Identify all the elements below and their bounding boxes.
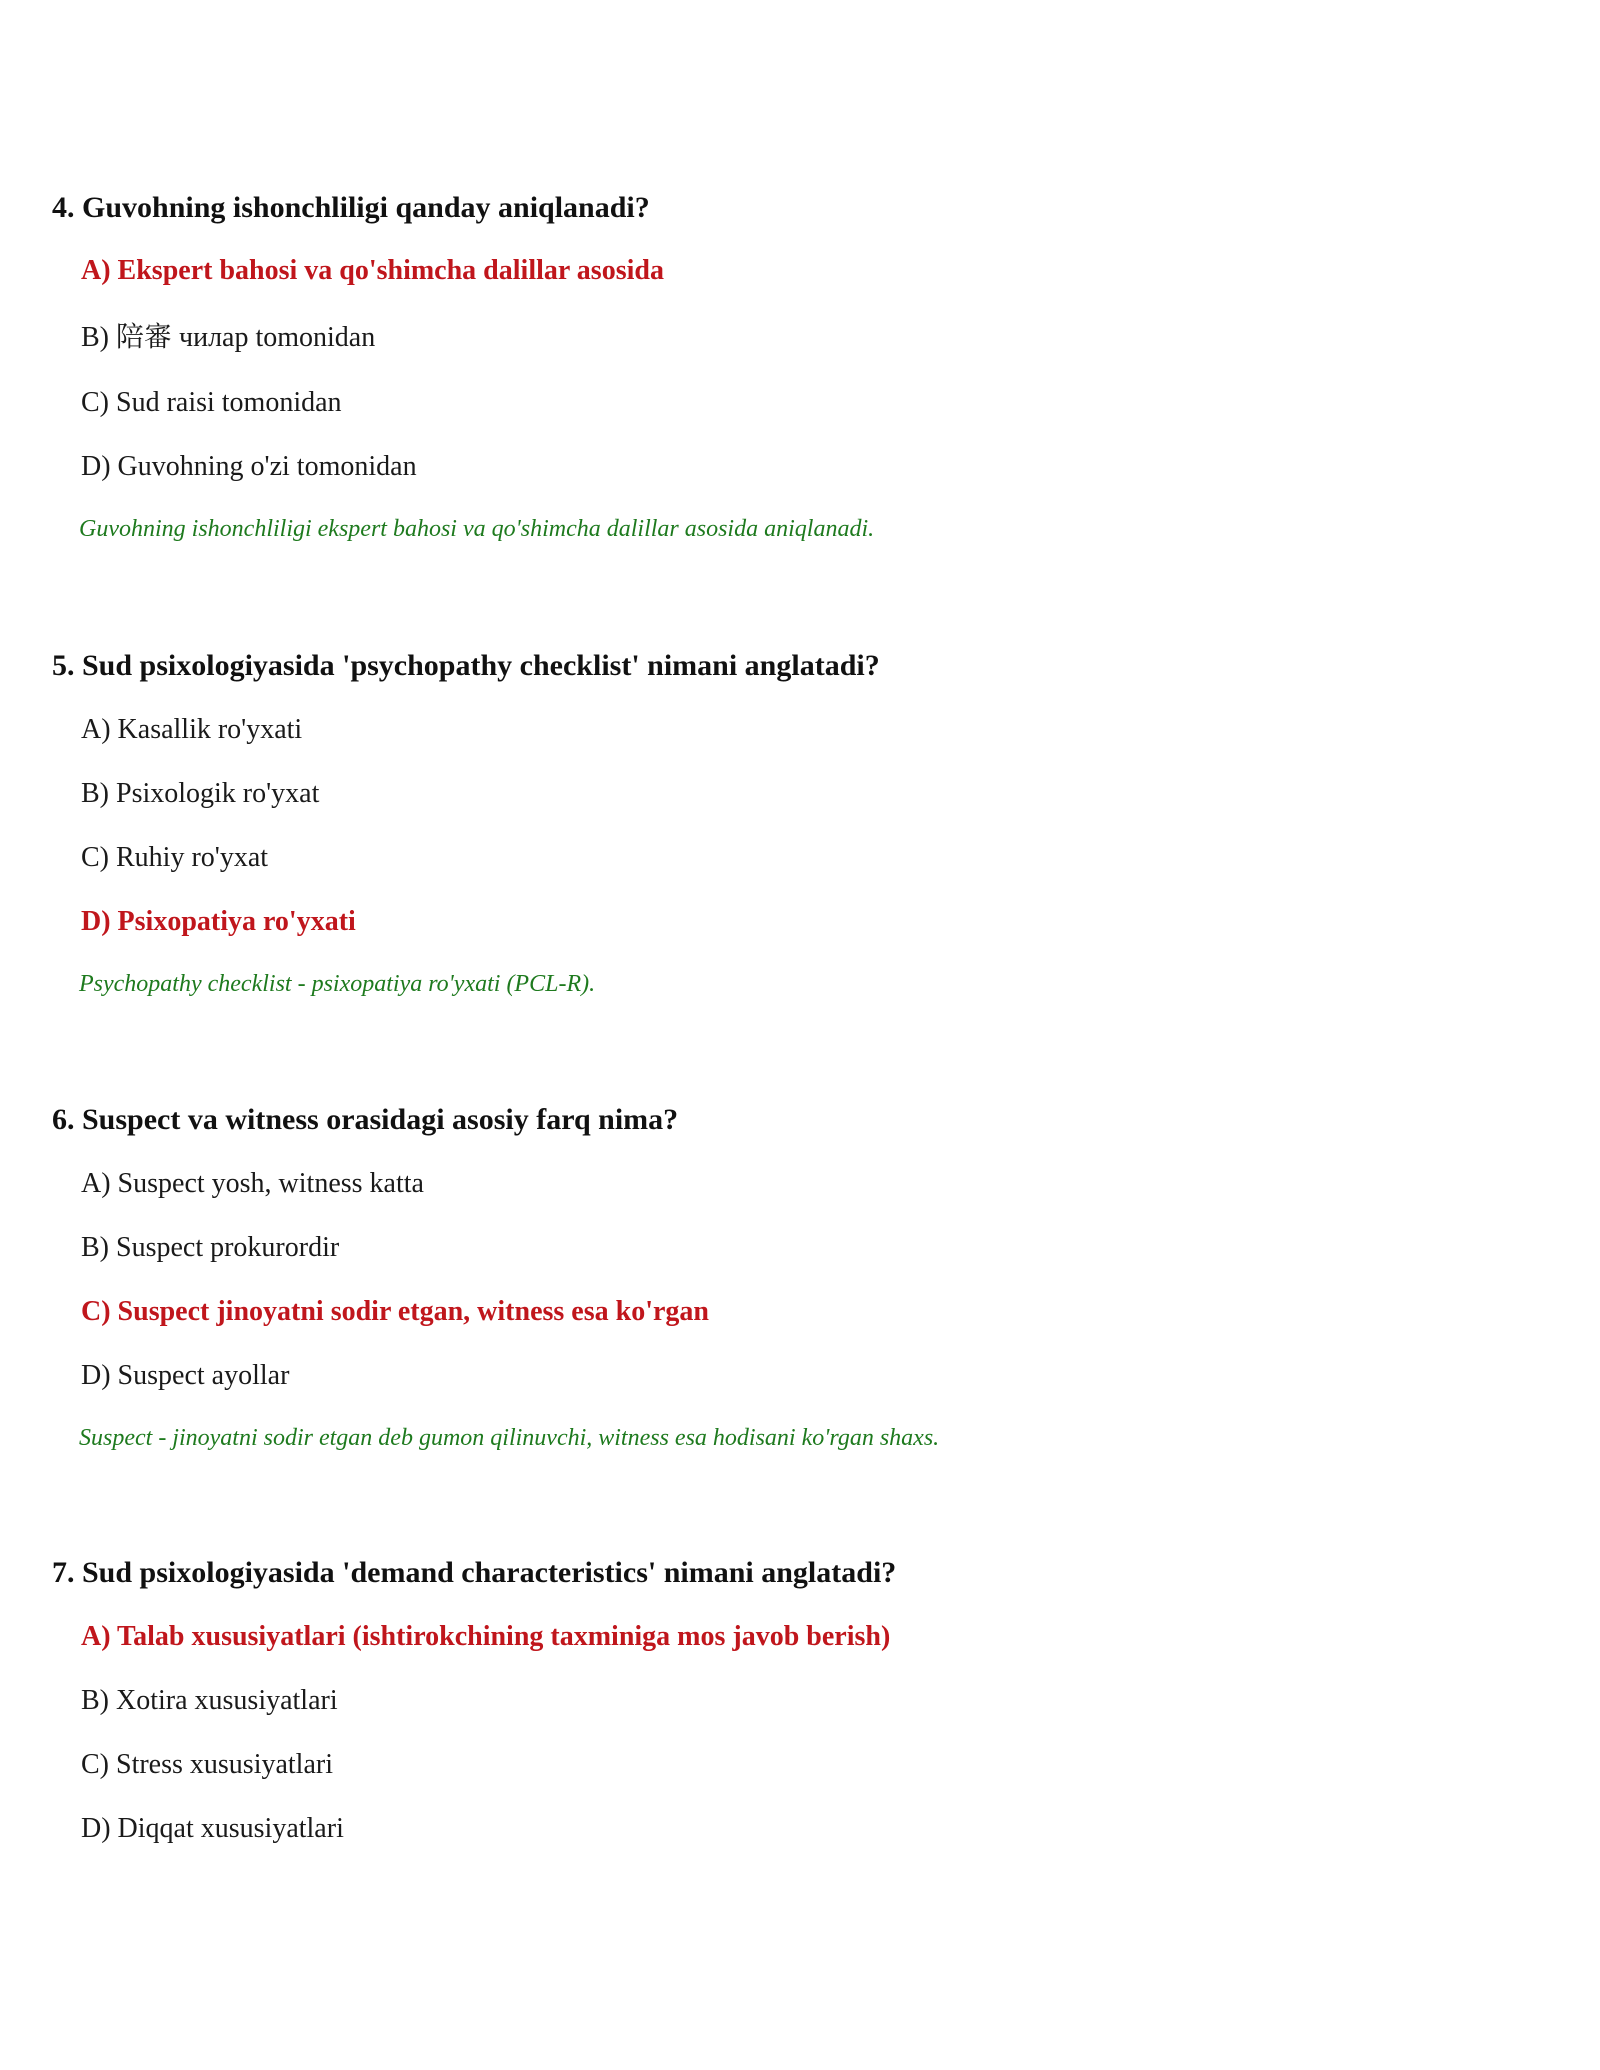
option-b: B) 陪審 чилар tomonidan <box>81 322 376 353</box>
option-c: C) Sud raisi tomonidan <box>81 387 342 418</box>
option-a: A) Kasallik ro'yxati <box>81 714 303 745</box>
option-b: B) Suspect prokurordir <box>81 1232 340 1263</box>
question-7 <box>52 1553 1532 1844</box>
explanation: Guvohning ishonchliligi ekspert bahosi va qo'shimcha dalillar asosida aniqlanadi. <box>79 516 875 542</box>
option-a: A) Talab xususiyatlari (ishtirokchining taxminiga mos javob berish) <box>81 1621 891 1652</box>
question-5 <box>52 646 1532 997</box>
explanation: Suspect - jinoyatni sodir etgan deb gumon qilinuvchi, witness esa hodisani ko'rgan shaxs. <box>79 1425 940 1451</box>
option-a: A) Ekspert bahosi va qo'shimcha dalillar asosida <box>81 255 664 286</box>
question-title: 5. Sud psixologiyasida 'psychopathy checklist' nimani anglatadi? <box>52 649 880 682</box>
option-d: D) Guvohning o'zi tomonidan <box>81 451 417 482</box>
option-d: D) Diqqat xususiyatlari <box>81 1813 344 1844</box>
explanation: Psychopathy checklist - psixopatiya ro'yxati (PCL-R). <box>79 971 596 997</box>
question-6 <box>52 1100 1532 1451</box>
question-title: 4. Guvohning ishonchliligi qanday aniqlanadi? <box>52 191 650 224</box>
option-d: D) Psixopatiya ro'yxati <box>81 906 356 937</box>
option-b: B) Psixologik ro'yxat <box>81 778 320 809</box>
option-d: D) Suspect ayollar <box>81 1360 290 1391</box>
question-title: 6. Suspect va witness orasidagi asosiy farq nima? <box>52 1103 679 1136</box>
option-c: C) Suspect jinoyatni sodir etgan, witness esa ko'rgan <box>81 1296 709 1327</box>
option-a: A) Suspect yosh, witness katta <box>81 1168 424 1199</box>
question-title: 7. Sud psixologiyasida 'demand characteristics' nimani anglatadi? <box>52 1556 897 1589</box>
option-c: C) Ruhiy ro'yxat <box>81 842 269 873</box>
option-c: C) Stress xususiyatlari <box>81 1749 333 1780</box>
question-4 <box>52 188 1532 542</box>
option-b: B) Xotira xususiyatlari <box>81 1685 338 1716</box>
